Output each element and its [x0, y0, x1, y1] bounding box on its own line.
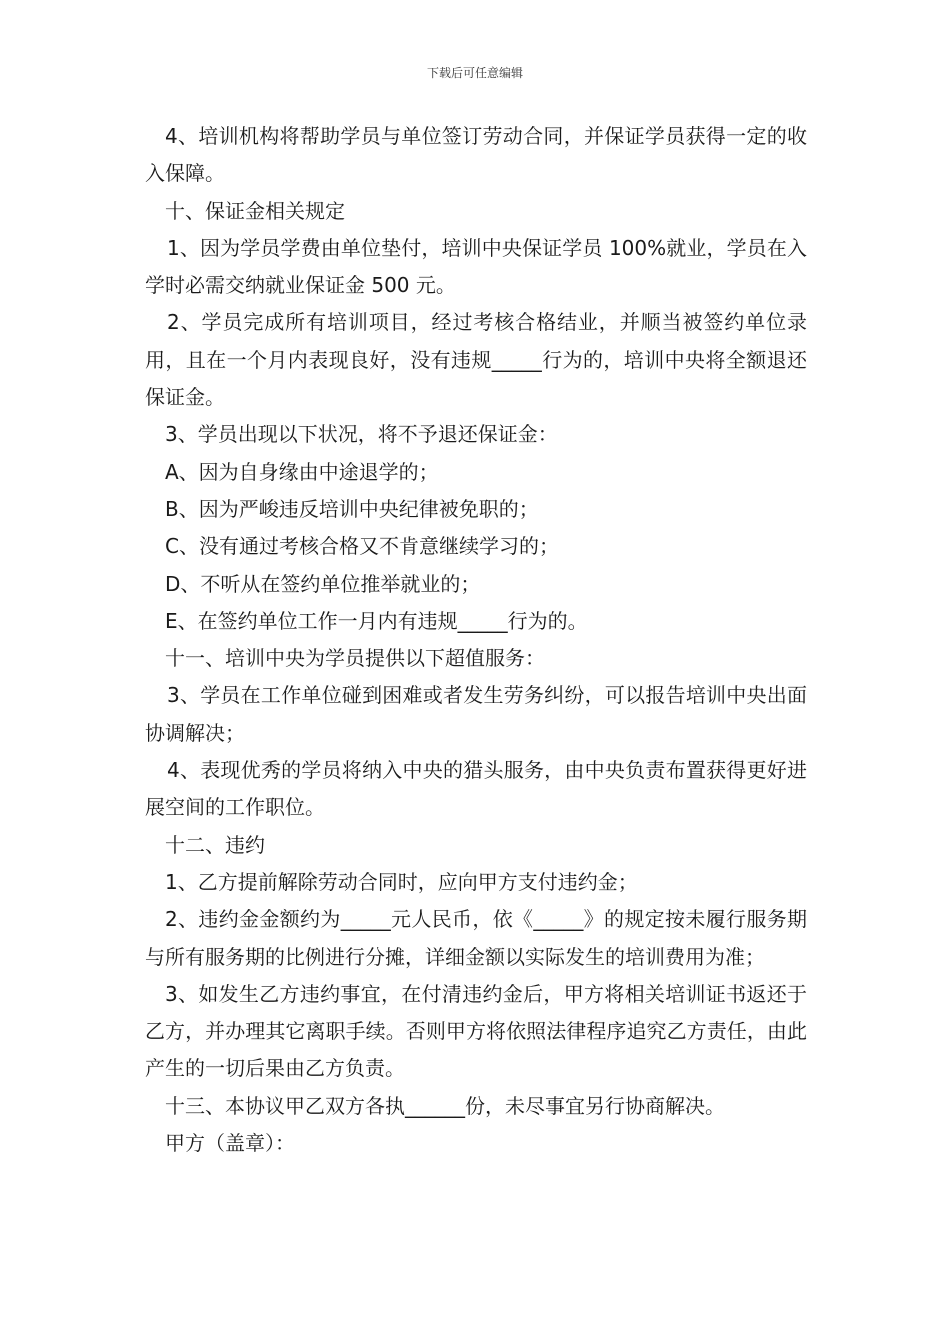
section-heading-services: 十一、培训中央为学员提供以下超值服务：	[165, 646, 545, 671]
paragraph-deposit-3: 3、学员出现以下状况，将不予退还保证金：	[165, 422, 558, 447]
list-item-a: A、因为自身缘由中途退学的；	[165, 459, 439, 484]
document-body	[145, 118, 807, 1162]
list-item-c: C、没有通过考核合格又不肯意继续学习的；	[165, 534, 559, 559]
paragraph-breach-2: 2、违约金金额约为_____元人民币，依《_____》的规定按未履行服务期与所有服务期的比例进行分摊，详细金额以实际发生的培训费用为准；	[145, 907, 807, 969]
paragraph-breach-3: 3、如发生乙方违约事宜，在付清违约金后，甲方将相关培训证书返还于乙方，并办理其它离职手续。否则甲方将依照法律程序追究乙方责任，由此产生的一切后果由乙方负责。	[145, 981, 807, 1081]
list-item-b: B、因为严峻违反培训中央纪律被免职的；	[165, 496, 539, 521]
section-heading-copies: 十三、本协议甲乙双方各执______份，未尽事宜另行协商解决。	[165, 1093, 725, 1118]
page-header: 下载后可任意编辑	[426, 66, 523, 80]
paragraph-deposit-2: 2、学员完成所有培训项目，经过考核合格结业，并顺当被签约单位录用，且在一个月内表现良好，没有违规_____行为的，培训中央将全额退还保证金。	[145, 310, 807, 410]
paragraph-deposit-1: 1、因为学员学费由单位垫付，培训中央保证学员 100%就业，学员在入学时必需交纳就业保证金 500 元。	[145, 235, 807, 298]
list-item-d: D、不听从在签约单位推举就业的；	[165, 571, 481, 596]
paragraph-services-3: 3、学员在工作单位碰到困难或者发生劳务纠纷，可以报告培训中央出面协调解决；	[145, 683, 807, 745]
paragraph-clause-4-employment: 4、培训机构将帮助学员与单位签订劳动合同，并保证学员获得一定的收入保障。	[145, 124, 807, 186]
list-item-e: E、在签约单位工作一月内有违规_____行为的。	[165, 608, 588, 633]
paragraph-breach-1: 1、乙方提前解除劳动合同时，应向甲方支付违约金；	[165, 869, 638, 894]
paragraph-services-4: 4、表现优秀的学员将纳入中央的猎头服务，由中央负责布置获得更好进展空间的工作职位。	[145, 758, 807, 820]
signature-party-a: 甲方（盖章）：	[165, 1131, 295, 1156]
section-heading-deposit: 十、保证金相关规定	[165, 198, 345, 223]
section-heading-breach: 十二、违约	[165, 832, 265, 857]
